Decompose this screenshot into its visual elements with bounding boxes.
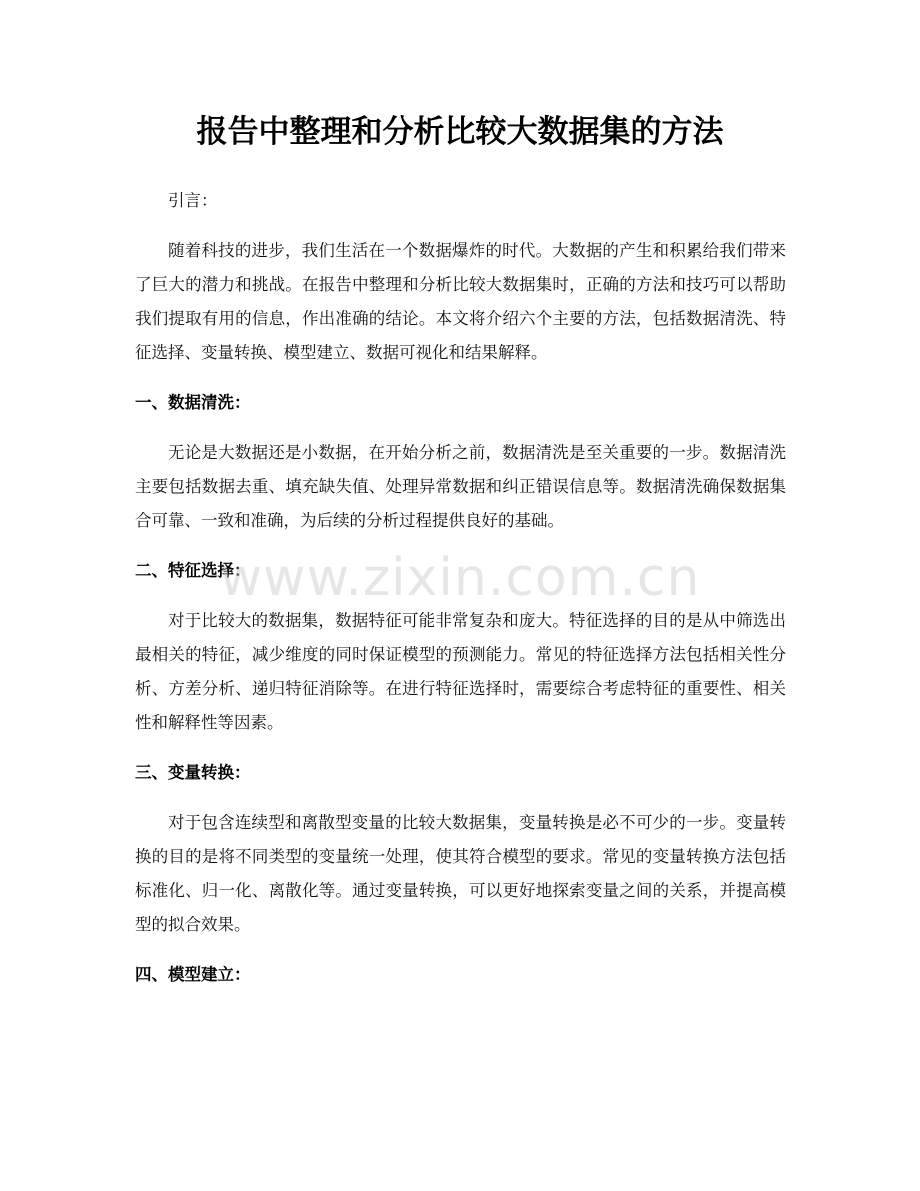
document-body	[135, 184, 786, 1008]
intro-label: 引言：	[168, 191, 218, 210]
section-heading-model-building: 四、模型建立：	[135, 965, 251, 984]
section-heading-variable-transformation: 三、变量转换：	[135, 763, 251, 782]
section-body-data-cleaning: 无论是大数据还是小数据，在开始分析之前，数据清洗是至关重要的一步。数据清洗主要包括数据去重、填充缺失值、处理异常数据和纠正错误信息等。数据清洗确保数据集合可靠、一致和准确，为后续的分析过程提供良好的基础。	[135, 443, 786, 530]
section-body-feature-selection: 对于比较大的数据集，数据特征可能非常复杂和庞大。特征选择的目的是从中筛选出最相关的特征，减少维度的同时保证模型的预测能力。常见的特征选择方法包括相关性分析、方差分析、递归特征消除等。在进行特征选择时，需要综合考虑特征的重要性、相关性和解释性等因素。	[135, 611, 786, 732]
watermark: www.zixin.com.cn	[219, 548, 701, 608]
intro-paragraph: 随着科技的进步，我们生活在一个数据爆炸的时代。大数据的产生和积累给我们带来了巨大的潜力和挑战。在报告中整理和分析比较大数据集时，正确的方法和技巧可以帮助我们提取有用的信息，作出准确的结论。本文将介绍六个主要的方法，包括数据清洗、特征选择、变量转换、模型建立、数据可视化和结果解释。	[135, 241, 786, 362]
section-heading-data-cleaning: 一、数据清洗：	[135, 393, 251, 412]
section-body-variable-transformation: 对于包含连续型和离散型变量的比较大数据集，变量转换是必不可少的一步。变量转换的目的是将不同类型的变量统一处理，使其符合模型的要求。常见的变量转换方法包括标准化、归一化、离散化等。通过变量转换，可以更好地探索变量之间的关系，并提高模型的拟合效果。	[135, 813, 786, 934]
section-heading-feature-selection: 二、特征选择：	[135, 561, 251, 580]
document-title: 报告中整理和分析比较大数据集的方法	[196, 114, 724, 150]
